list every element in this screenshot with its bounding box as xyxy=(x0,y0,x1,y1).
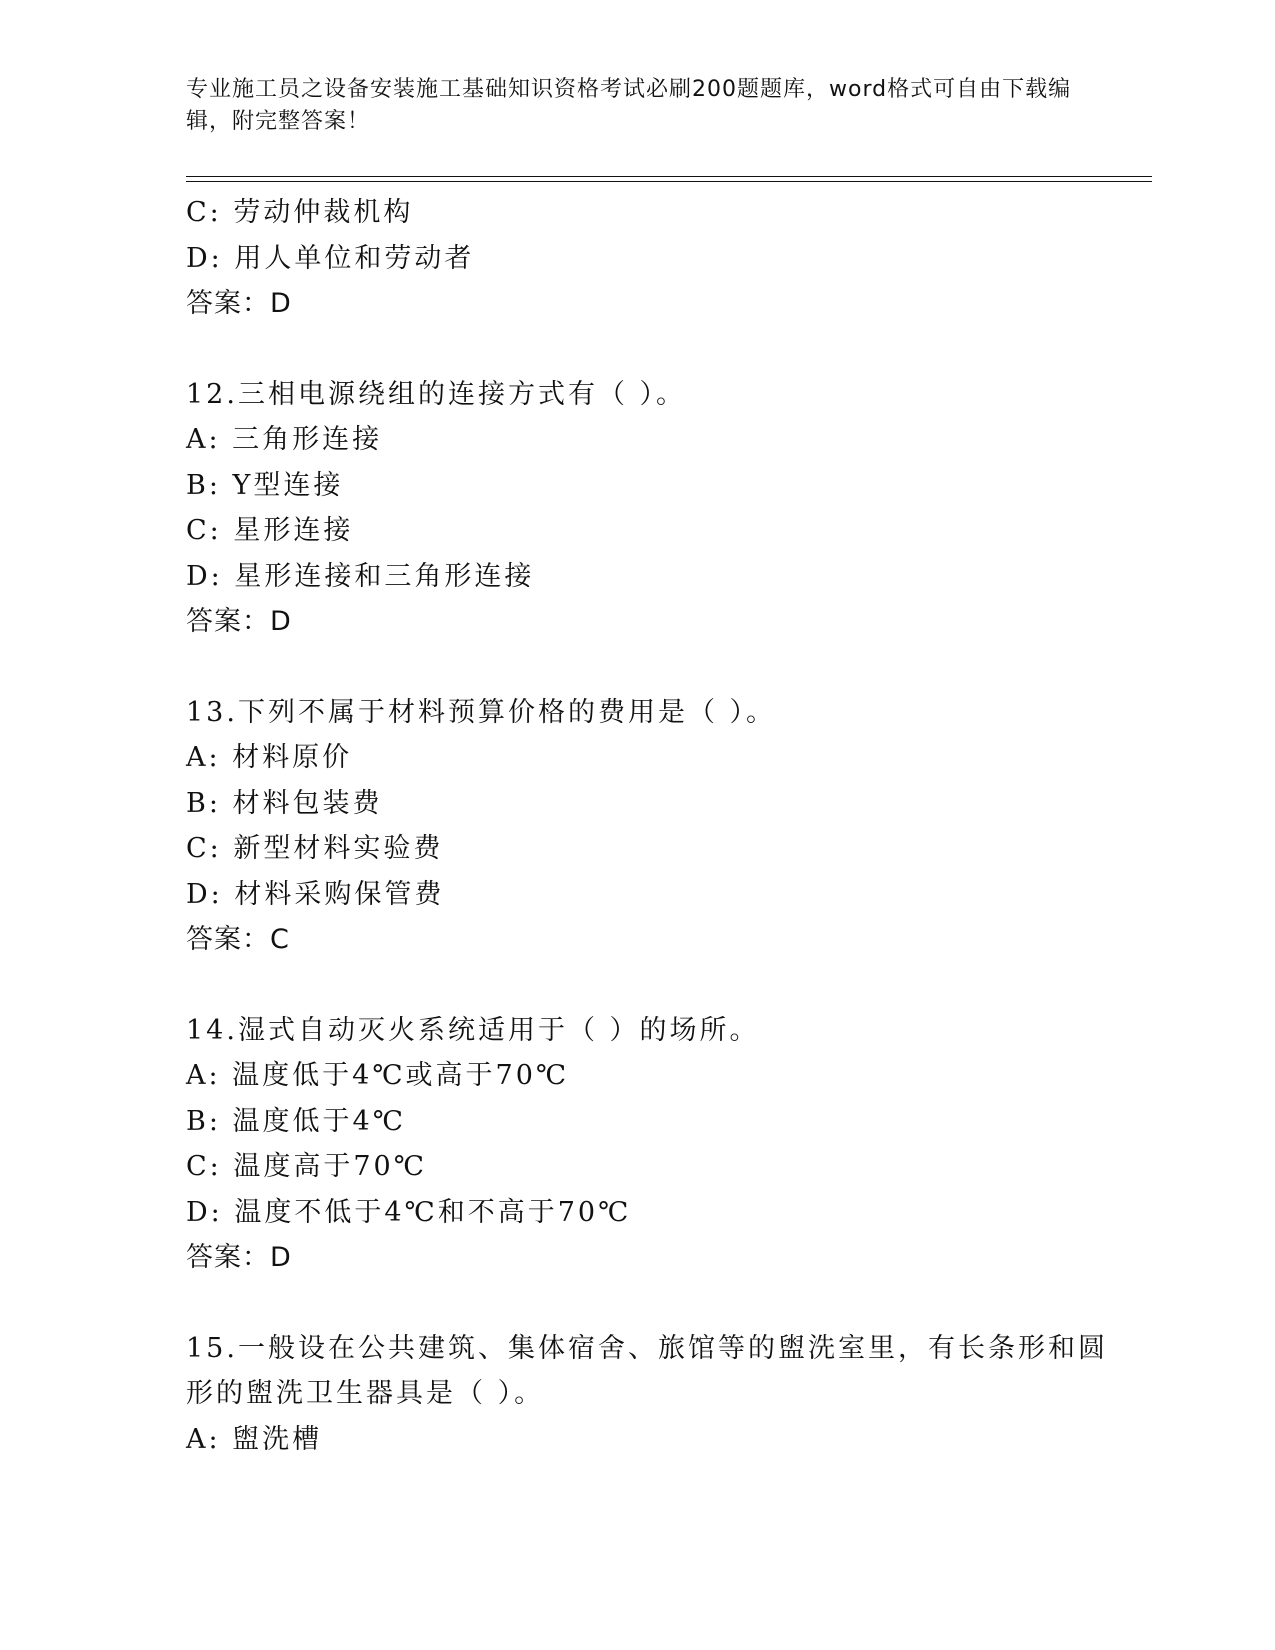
question-text-line-2: 形的盥洗卫生器具是（ ）。 xyxy=(186,1378,545,1409)
question-text: 12.三相电源绕组的连接方式有（ ）。 xyxy=(186,378,687,410)
option-c: C: 新型材料实验费 xyxy=(186,833,444,864)
question-block xyxy=(186,372,1086,645)
option-b: B: Y型连接 xyxy=(186,469,344,501)
option-b: B: 温度低于4℃ xyxy=(186,1105,406,1137)
question-block xyxy=(186,1008,1086,1281)
question-text: 14.湿式自动灭火系统适用于（ ）的场所。 xyxy=(186,1014,760,1046)
option-c: C: 劳动仲裁机构 xyxy=(186,197,414,228)
option-a: A: 材料原价 xyxy=(186,742,353,773)
answer: 答案：D xyxy=(186,606,292,637)
option-d: D: 温度不低于4℃和不高于70℃ xyxy=(186,1196,632,1228)
document-header: 专业施工员之设备安装施工基础知识资格考试必刷200题题库，word格式可自由下载编辑，附完整答案！ xyxy=(186,77,1072,134)
option-d: D: 用人单位和劳动者 xyxy=(186,242,475,274)
answer: 答案：C xyxy=(186,924,290,955)
answer: 答案：D xyxy=(186,288,292,319)
question-block xyxy=(186,190,1086,327)
option-a: A: 温度低于4℃或高于70℃ xyxy=(186,1060,570,1091)
question-text-line-1: 15.一般设在公共建筑、集体宿舍、旅馆等的盥洗室里，有长条形和圆 xyxy=(186,1332,1108,1364)
question-text: 13.下列不属于材料预算价格的费用是（ ）。 xyxy=(186,696,777,728)
option-b: B: 材料包装费 xyxy=(186,787,383,819)
document-body xyxy=(186,190,1108,1462)
header-rule-bottom xyxy=(186,181,1152,182)
header-rule-top xyxy=(186,176,1152,177)
option-c: C: 温度高于70℃ xyxy=(186,1151,427,1182)
option-c: C: 星形连接 xyxy=(186,515,354,546)
question-block xyxy=(186,1326,1108,1463)
option-a: A: 盥洗槽 xyxy=(186,1423,323,1455)
answer: 答案：D xyxy=(186,1242,292,1273)
option-a: A: 三角形连接 xyxy=(186,424,383,455)
option-d: D: 星形连接和三角形连接 xyxy=(186,560,535,592)
question-block xyxy=(186,690,1086,963)
option-d: D: 材料采购保管费 xyxy=(186,878,445,910)
